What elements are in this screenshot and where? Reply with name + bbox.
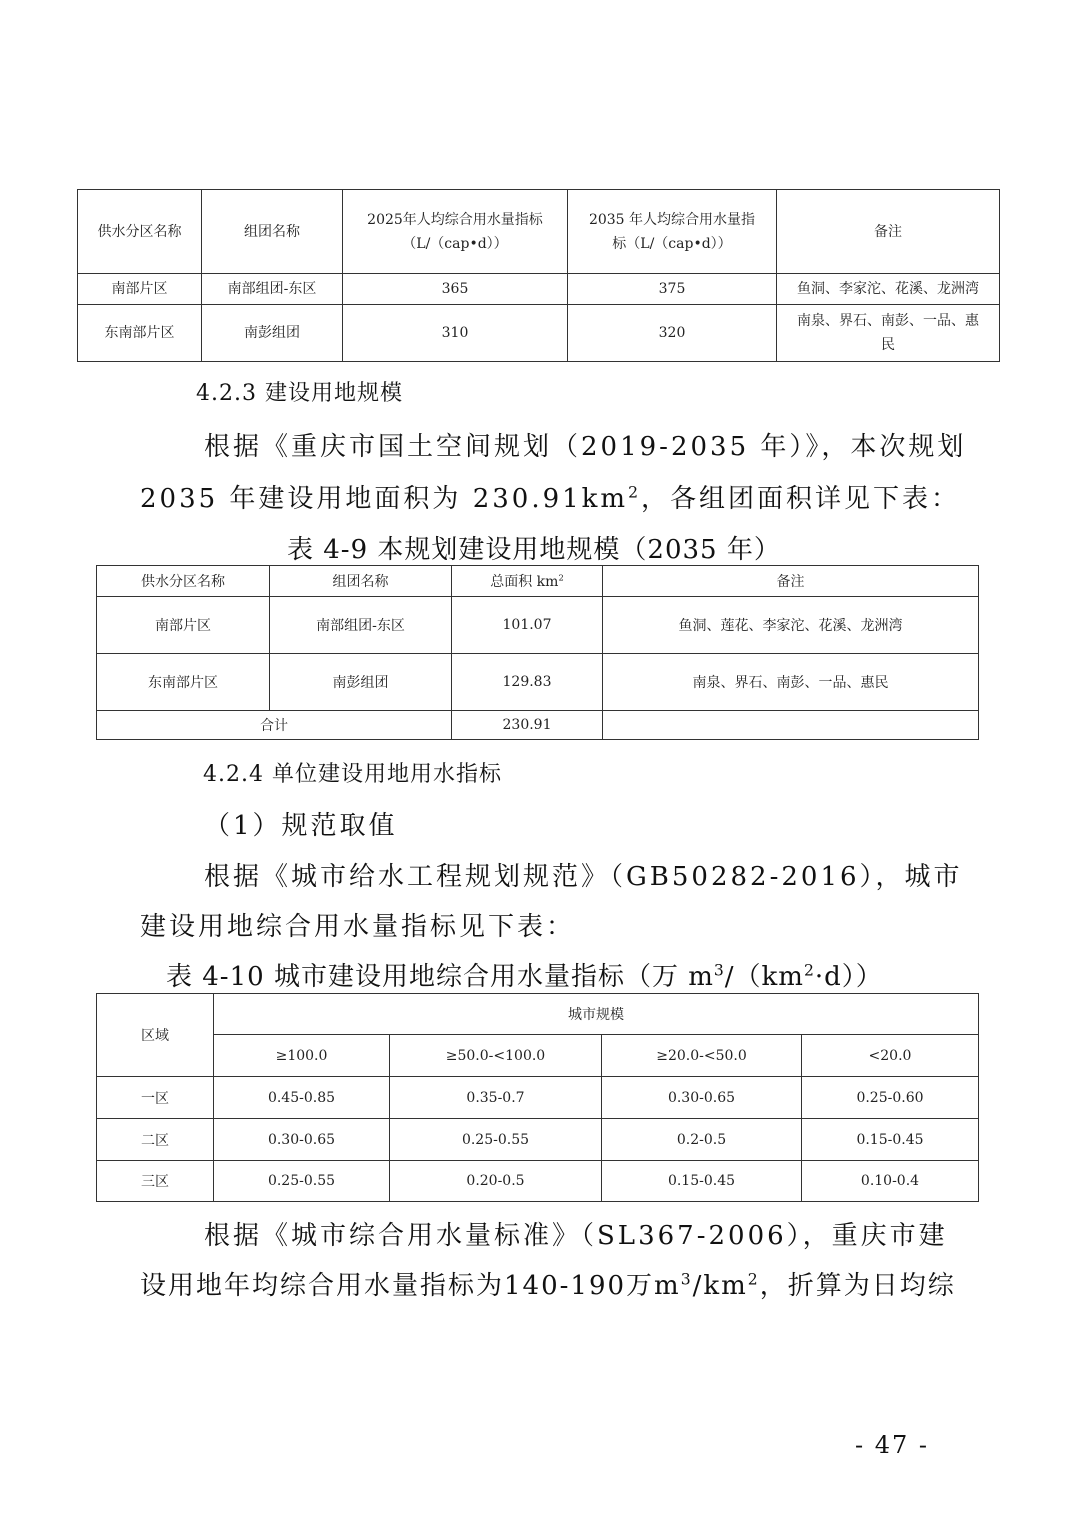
cell: 鱼洞、李家沱、花溪、龙洲湾 bbox=[777, 274, 1000, 305]
cell: 320 bbox=[568, 305, 777, 362]
text-run: 总面积 km bbox=[490, 574, 559, 590]
table-row bbox=[97, 597, 979, 654]
note-line: 南泉、界石、南彭、一品、惠 bbox=[797, 313, 979, 329]
paragraph-line: 根据《重庆市国土空间规划（2019-2035 年）》，本次规划 bbox=[204, 432, 967, 462]
section-heading-4-2-3: 4.2.3 建设用地规模 bbox=[196, 381, 403, 406]
cell: 南部组团-东区 bbox=[270, 597, 452, 654]
header-cluster: 组团名称 bbox=[202, 190, 343, 274]
superscript: 2 bbox=[558, 572, 564, 583]
cell: 三区 bbox=[97, 1161, 214, 1202]
table-row bbox=[97, 654, 979, 711]
cell: 0.30-0.65 bbox=[214, 1119, 390, 1161]
text-run: ，各组团面积详见下表： bbox=[641, 484, 961, 514]
header-2025-index bbox=[343, 190, 568, 274]
text-run: 2035 年建设用地面积为 230.91km bbox=[140, 484, 629, 514]
header-supply-zone: 供水分区名称 bbox=[97, 566, 270, 597]
cell: 二区 bbox=[97, 1119, 214, 1161]
header-2035-index bbox=[568, 190, 777, 274]
cell: 0.2-0.5 bbox=[602, 1119, 802, 1161]
cell: 南部片区 bbox=[78, 274, 202, 305]
cell: 0.25-0.55 bbox=[390, 1119, 602, 1161]
cell: 310 bbox=[343, 305, 568, 362]
cell: 一区 bbox=[97, 1077, 214, 1119]
text-run: 设用地年均综合用水量指标为140-190万m bbox=[140, 1271, 681, 1301]
superscript: 3 bbox=[680, 1270, 693, 1289]
header-cluster: 组团名称 bbox=[270, 566, 452, 597]
cell: 0.35-0.7 bbox=[390, 1077, 602, 1119]
header-2025-line2: （L/（cap•d）） bbox=[402, 235, 508, 252]
cell bbox=[777, 305, 1000, 362]
water-use-index-table bbox=[96, 993, 979, 1202]
cell: 0.30-0.65 bbox=[602, 1077, 802, 1119]
table-row bbox=[97, 1119, 979, 1161]
superscript: 2 bbox=[747, 1270, 760, 1289]
superscript: 2 bbox=[803, 961, 815, 980]
total-value: 230.91 bbox=[452, 711, 603, 740]
cell: 0.45-0.85 bbox=[214, 1077, 390, 1119]
text-run: 表 4-10 城市建设用地综合用水量指标（万 m bbox=[166, 962, 714, 992]
land-scale-table bbox=[96, 565, 979, 740]
table-row bbox=[78, 274, 1000, 305]
cell: 129.83 bbox=[452, 654, 603, 711]
table-caption bbox=[166, 956, 883, 993]
cell-empty bbox=[603, 711, 979, 740]
cell: 375 bbox=[568, 274, 777, 305]
text-run: /（km bbox=[724, 962, 804, 992]
cell: 南泉、界石、南彭、一品、惠民 bbox=[603, 654, 979, 711]
header-city-scale: 城市规模 bbox=[214, 994, 979, 1035]
total-label: 合计 bbox=[97, 711, 452, 740]
paragraph-line: 根据《城市综合用水量标准》（SL367-2006），重庆市建 bbox=[204, 1221, 948, 1251]
header-total-area bbox=[452, 566, 603, 597]
paragraph-line bbox=[140, 478, 960, 515]
page-number: - 47 - bbox=[855, 1431, 930, 1459]
header-supply-zone: 供水分区名称 bbox=[78, 190, 202, 274]
cell: 南部片区 bbox=[97, 597, 270, 654]
paragraph-line: 建设用地综合用水量指标见下表： bbox=[140, 912, 576, 942]
table-caption: 表 4-9 本规划建设用地规模（2035 年） bbox=[287, 535, 781, 565]
cell: 南彭组团 bbox=[270, 654, 452, 711]
text-run: ·d）） bbox=[814, 962, 883, 992]
header-2035-line1: 2035 年人均综合用水量指 bbox=[588, 211, 756, 228]
header-remarks: 备注 bbox=[777, 190, 1000, 274]
table-row bbox=[97, 1077, 979, 1119]
cell: 0.20-0.5 bbox=[390, 1161, 602, 1202]
superscript: 3 bbox=[713, 961, 725, 980]
paragraph-line bbox=[140, 1265, 956, 1302]
header-region: 区域 bbox=[97, 994, 214, 1077]
cell: 鱼洞、莲花、李家沱、花溪、龙洲湾 bbox=[603, 597, 979, 654]
header-scale-col: ≥50.0-<100.0 bbox=[390, 1035, 602, 1077]
text-run: /km bbox=[692, 1271, 748, 1301]
header-2035-line2: 标（L/（cap•d）） bbox=[612, 235, 732, 252]
cell: 101.07 bbox=[452, 597, 603, 654]
cell: 东南部片区 bbox=[78, 305, 202, 362]
cell: 0.15-0.45 bbox=[802, 1119, 979, 1161]
cell: 东南部片区 bbox=[97, 654, 270, 711]
section-heading-4-2-4: 4.2.4 单位建设用地用水指标 bbox=[203, 762, 502, 787]
header-scale-col: ≥100.0 bbox=[214, 1035, 390, 1077]
table-row bbox=[97, 1161, 979, 1202]
cell: 365 bbox=[343, 274, 568, 305]
note-line: 民 bbox=[881, 337, 895, 353]
water-index-table-continued bbox=[77, 189, 1000, 362]
table-row bbox=[78, 305, 1000, 362]
header-remarks: 备注 bbox=[603, 566, 979, 597]
paragraph-line: 根据《城市给水工程规划规范》（GB50282-2016），城市 bbox=[204, 862, 963, 892]
cell: 0.10-0.4 bbox=[802, 1161, 979, 1202]
cell: 南部组团-东区 bbox=[202, 274, 343, 305]
text-run: ，折算为日均综 bbox=[759, 1271, 956, 1301]
cell: 南彭组团 bbox=[202, 305, 343, 362]
cell: 0.25-0.60 bbox=[802, 1077, 979, 1119]
cell: 0.15-0.45 bbox=[602, 1161, 802, 1202]
table-total-row bbox=[97, 711, 979, 740]
subheading: （1）规范取值 bbox=[204, 811, 398, 841]
header-scale-col: ≥20.0-<50.0 bbox=[602, 1035, 802, 1077]
cell: 0.25-0.55 bbox=[214, 1161, 390, 1202]
superscript: 2 bbox=[628, 483, 642, 502]
header-scale-col: <20.0 bbox=[802, 1035, 979, 1077]
header-2025-line1: 2025年人均综合用水量指标 bbox=[367, 211, 543, 228]
